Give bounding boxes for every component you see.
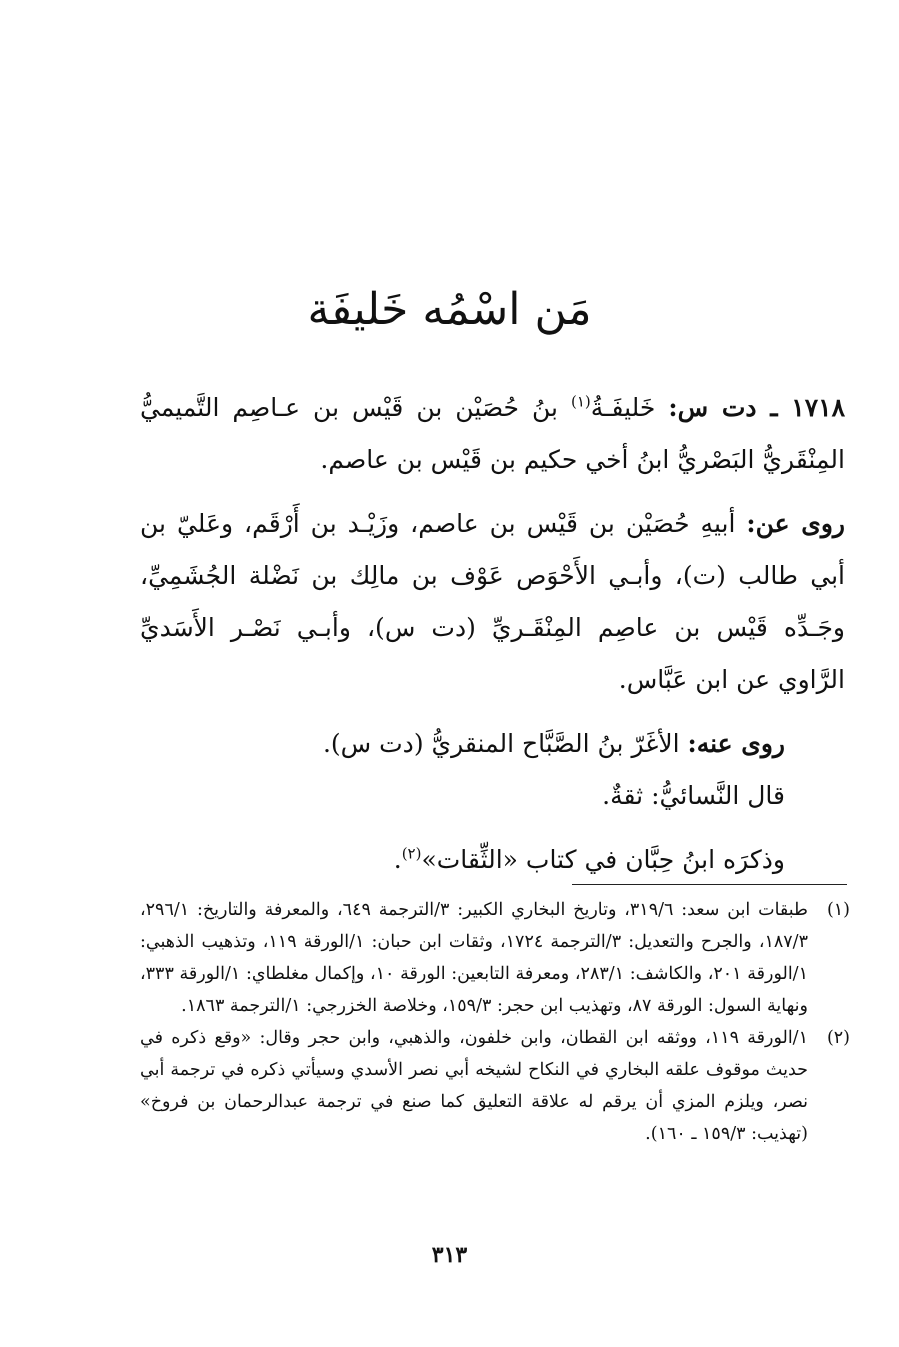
narrated-from-paragraph	[140, 498, 845, 706]
footnote-2-text: ١/الورقة ١١٩، ووثقه ابن القطان، وابن خلفون، والذهبي، وابن حجر وقال: «وقع ذكره في حديث موقوف علقه البخاري في النكاح لشيخه أبي نصر الأسدي وسيأتي ذكره في ترجمة أبي نصر، ويلزم المزي أن يرقم له علاقة التعليق كما صنع في ترجمة عبدالرحمان بن فروخ» (تهذيب: ١٥٩/٣ ـ ١٦٠).	[140, 1028, 808, 1144]
footnote-1	[140, 894, 850, 1022]
entry-number: ١٧١٨ ـ دت س:	[668, 393, 845, 422]
entry-lineage: بنُ حُصَيْن بن قَيْس بن عـاصِم التَّميميُّ المِنْقَريُّ البَصْريُّ ابنُ أخي حكيم بن قَيْس بن عاصم.	[140, 393, 845, 474]
footnote-2-number: (٢)	[826, 1028, 850, 1048]
footnote-1-number: (١)	[826, 900, 850, 920]
nasai-line: قال النَّسائيُّ: ثقةٌ.	[602, 781, 785, 810]
ibn-hibban-end: .	[393, 845, 402, 874]
section-heading: مَن اسْمُه خَليفَة	[307, 284, 592, 335]
page-number: ٣١٣	[431, 1242, 468, 1268]
footnotes	[140, 894, 850, 1150]
entry-paragraph	[140, 382, 845, 486]
narrated-from-text: أبيهِ حُصَيْن بن قَيْس بن عاصم، وزَيْـد بن أَرْقَم، وعَليّ بن أبي طالب (ت)، وأبـي الأَحْوَص عَوْف بن مالِك بن نَضْلة الجُشَمِيِّ، وجَـدِّه قَيْس بن عاصِم المِنْقَـريِّ (دت س)، وأبـي نَصْـر الأَسَديِّ الرَّاوي عن ابن عَبَّاس.	[140, 509, 845, 694]
footnote-ref-2[interactable]: (٢)	[401, 844, 422, 863]
footnote-1-text: طبقات ابن سعد: ٣١٩/٦، وتاريخ البخاري الكبير: ٣/الترجمة ٦٤٩، والمعرفة والتاريخ: ٢٩٦/١، ١٨٧/٣، والجرح والتعديل: ٣/الترجمة ١٧٢٤، وثقات ابن حبان: ١/الورقة ١١٩، وتذهيب الذهبي: ١/الورقة ٢٠١، والكاشف: ٢٨٣/١، ومعرفة التابعين: الورقة ١٠، وإكمال مغلطاي: ١/الورقة ٣٣٣، ونهاية السول: الورقة ٨٧، وتهذيب ابن حجر: ١٥٩/٣، وخلاصة الخزرجي: ١/الترجمة ١٨٦٣.	[140, 900, 808, 1016]
ibn-hibban-line	[140, 834, 845, 886]
footnote-separator	[572, 884, 847, 885]
entry-name: خَليفَـةُ	[590, 393, 656, 422]
footnote-2	[140, 1022, 850, 1150]
narrated-by-text: الأغَرّ بنُ الصَّبَّاح المنقريُّ (دت س).	[322, 729, 680, 758]
main-text	[140, 382, 845, 886]
ibn-hibban-text: وذكرَه ابنُ حِبَّان في كتاب «الثِّقات»	[421, 845, 785, 874]
footnote-ref-1[interactable]: (١)	[570, 392, 591, 411]
narrated-from-label: روى عن:	[746, 509, 846, 538]
narrated-by-label: روى عنه:	[687, 729, 785, 758]
narrated-by-line	[140, 718, 845, 770]
